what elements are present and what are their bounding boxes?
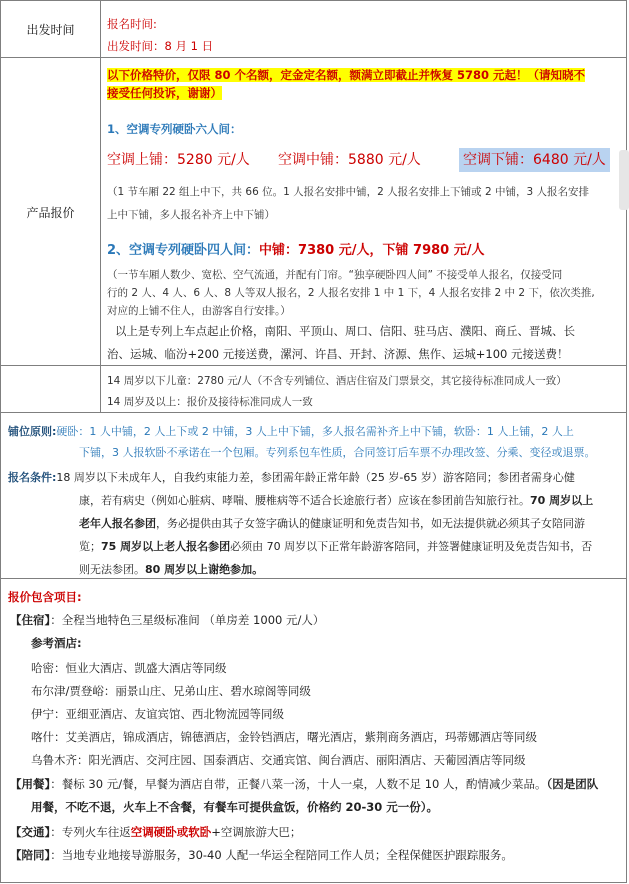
special-notice-line1: 以下价格特价，仅限 80 个名额，定金定名额，额满立即截止并恢复 5780 元起！（请知晓不 (107, 68, 586, 82)
hotel-item-urumqi: 乌鲁木齐：阳光酒店、交河庄园、国泰酒店、交通宾馆、闽台酒店、丽阳酒店、天葡园酒店等同级 (31, 753, 526, 767)
traffic-tag: 【交通】 (10, 825, 51, 839)
four-note-line3: 对应的上铺不住人，由游客自行安排。） (107, 305, 291, 317)
condition-line5: 则无法参团。 (79, 563, 145, 576)
meal-tag: 【用餐】 (10, 777, 51, 791)
four-note-line2: 行的 2 人、4 人、6 人、8 人等双人报名，2 人报名安排 1 中 1 下，4 人报名安排 2 中 2 下，依次类推, (107, 287, 595, 299)
departure-label: 出发时间 (1, 1, 101, 57)
special-notice-line2: 接受任何投诉，谢谢） (107, 86, 222, 100)
hotel-text: ：全程当地特色三星级标准间 （单房差 1000 元/人） (50, 613, 325, 627)
reference-hotels-title: 参考酒店: (31, 636, 82, 650)
hotel-item-burqin: 布尔津/贾登峪：丽景山庄、兄弟山庄、碧水琼阁等同级 (31, 684, 311, 698)
stations-line2: 治、运城、临汾+200 元接送费，漯河、许昌、开封、济源、焦作、运城+100 元接送费！ (107, 347, 569, 361)
rules-row (1, 413, 627, 579)
price-row (1, 58, 627, 366)
four-berth-price: 中铺：7380 元/人，下铺 7980 元/人 (259, 243, 485, 258)
berth-rule-line2: 下铺，3 人报软卧不承诺在一个包厢。专列系包车性质，合同签订后车票不办理改签、分乘、变径或退票。 (79, 446, 596, 459)
child-row (1, 366, 627, 413)
traffic-text-a: ：专列火车往返 (50, 825, 131, 839)
four-berth-title: 2、空调专列硬卧四人间： (107, 243, 260, 258)
condition-line2: 康，若有病史（例如心脏病、哮喘、腰椎病等不适合长途旅行者）应该在参团前告知旅行社。 (79, 494, 530, 507)
price-content (101, 58, 627, 365)
condition-line2-bold: 70 周岁以上 (530, 494, 594, 507)
departure-content (101, 1, 627, 57)
condition-line5-bold: 80 周岁以上谢绝参加。 (145, 563, 264, 576)
hotel-tag: 【住宿】 (10, 613, 51, 627)
condition-label: 报名条件: (8, 471, 57, 484)
condition-line3: ，务必提供由其子女签字确认的健康证明和免责告知书，如无法提供就必须其子女陪同游 (156, 517, 585, 530)
includes-title: 报价包含项目: (8, 590, 82, 604)
departure-row (1, 1, 627, 58)
berth-rule-line1: 硬卧：1 人中铺，2 人上下或 2 中铺，3 人上中下铺，多人报名需补齐上中下铺，软卧：1 人上铺，2 人上 (56, 425, 574, 438)
four-note-line1: （一节车厢人数少、宽松、空气流通，并配有门帘。“独享硬卧四人间” 不接受单人报名，仅接受同 (107, 269, 563, 281)
condition-line4: 必须由 70 周岁以下正常年龄游客陪同，并签署健康证明及免责告知书，否 (230, 540, 593, 553)
condition-line4-bold: 75 周岁以上老人报名参团 (101, 540, 231, 553)
hotel-item-kashgar: 喀什：艾美酒店，锦成酒店，锦德酒店，金铃铛酒店，曙光酒店，紫荆商务酒店，玛蒂娜酒店等同级 (31, 730, 537, 744)
berth-rule-label: 铺位原则: (8, 425, 57, 438)
guide-tag: 【陪同】 (10, 848, 51, 862)
six-note-line1: （1 节车厢 22 组上中下，共 66 位。1 人报名安排中铺，2 人报名安排上下铺或 2 中铺，3 人报名安排 (107, 186, 589, 198)
departure-date: 出发时间：8 月 1 日 (107, 39, 214, 53)
child-label (1, 366, 101, 412)
condition-line4a: 览； (79, 540, 101, 553)
signup-time: 报名时间: (107, 17, 157, 31)
six-berth-title: 1、空调专列硬卧六人间： (107, 122, 242, 136)
six-upper-price: 空调上铺：5280 元/人 (107, 152, 250, 168)
condition-line1: 18 周岁以下未成年人，自我约束能力差，参团需年龄正常年龄（25 岁-65 岁）游客陪同；参团者需身心健 (56, 471, 575, 484)
meal-line2: 用餐，不吃不退，火车上不含餐，有餐车可提供盒饭，价格约 20-30 元一份）。 (31, 800, 439, 814)
traffic-text-b: 空调硬卧或软卧 (130, 825, 212, 839)
scrollbar-thumb[interactable] (619, 150, 629, 210)
stations-line1: 以上是专列上车点起止价格，南阳、平顶山、周口、信阳、驻马店、濮阳、商丘、晋城、长 (115, 324, 575, 338)
adult-price-line: 14 周岁及以上：报价及接待标准同成人一致 (107, 396, 313, 408)
child-price-line: 14 周岁以下儿童：2780 元/人（不含专列铺位、酒店住宿及门票景交，其它接待标准同成人一致） (107, 375, 567, 387)
hotel-item-hami: 哈密：恒业大酒店、凯盛大酒店等同级 (31, 661, 227, 675)
condition-line3-bold: 老年人报名参团 (79, 517, 156, 530)
hotel-item-yining: 伊宁：亚细亚酒店、友谊宾馆、西北物流园等同级 (31, 707, 284, 721)
meal-line1-bold: （因是团队 (546, 777, 599, 791)
price-label: 产品报价 (1, 58, 101, 366)
traffic-text-c: +空调旅游大巴； (211, 825, 302, 839)
guide-text: ：当地专业地接导游服务，30-40 人配一华运全程陪同工作人员；全程保健医护跟踪服务。 (50, 848, 513, 862)
six-note-line2: 上中下铺，多人报名补齐上中下铺） (107, 209, 275, 221)
six-lower-price[interactable]: 空调下铺：6480 元/人 (459, 148, 610, 172)
meal-line1: ：餐标 30 元/餐，早餐为酒店自带，正餐八菜一汤，十人一桌，人数不足 10 人，酌情减少菜品。 (50, 777, 547, 791)
child-content (101, 366, 627, 412)
six-middle-price: 空调中铺：5880 元/人 (278, 152, 421, 168)
includes-row (1, 579, 627, 883)
